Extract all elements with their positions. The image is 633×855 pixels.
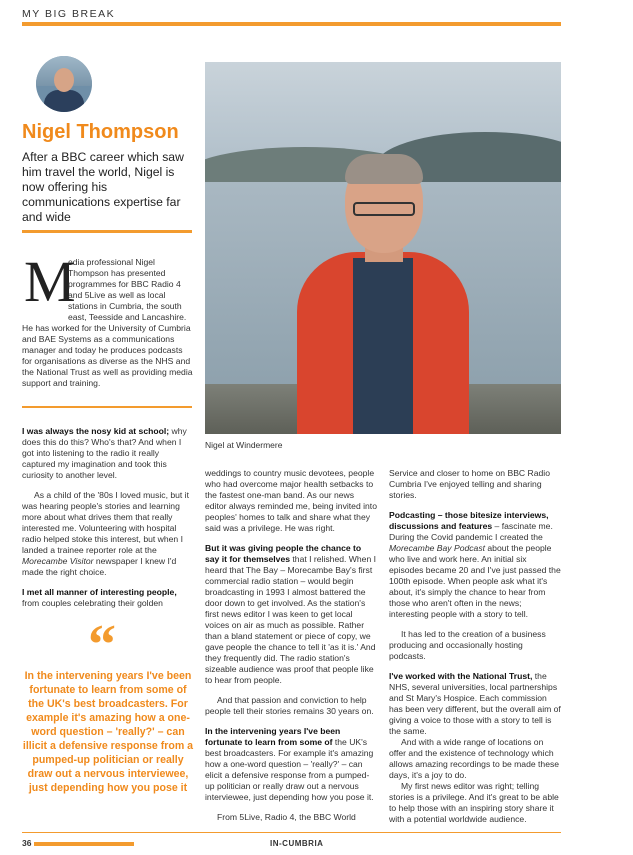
paragraph: Service and closer to home on BBC Radio Cumbria I've enjoyed telling and sharing stories.	[389, 468, 550, 500]
standfirst: After a BBC career which saw him travel the world, Nigel is now offering his communications expertise far and wide	[22, 150, 184, 224]
paragraph-text: from couples celebrating their golden	[22, 598, 163, 608]
footer-accent-bar	[34, 842, 134, 846]
avatar-head	[54, 68, 74, 92]
paragraph: weddings to country music devotees, people who had overcome major health setbacks to the fastest one-man band. As our news editor always reminded me, being invited into peoples' homes to talk and share what they said was a privilege. He was right.	[205, 468, 377, 533]
paragraph: And with a wide range of locations on offer and the existence of technology which allows amazing recordings to be made these days, it's a joy to do.	[389, 737, 560, 780]
intro-rule	[22, 406, 192, 408]
paragraph: From 5Live, Radio 4, the BBC World	[217, 812, 356, 822]
footer-rule	[22, 832, 561, 833]
paragraph: It has led to the creation of a business producing and occasionally hosting podcasts.	[389, 629, 546, 661]
paragraph	[22, 490, 194, 578]
paragraph	[205, 543, 377, 686]
body-column-middle	[205, 468, 377, 823]
paragraph	[22, 587, 194, 609]
paragraph: My first news editor was right; telling stories is a privilege. And it's great to be able to help those with an inspiring story share it with a potential worldwide audience.	[389, 781, 559, 824]
top-rule	[22, 22, 561, 26]
author-avatar	[36, 56, 92, 112]
lead-in: I've worked with the National Trust,	[389, 671, 533, 681]
body-column-left	[22, 426, 194, 618]
paragraph-text: As a child of the '80s I loved music, but it was hearing people's stories and learning more about what drives them that really interested me. Volunteering with hospital radio helped stoke this interest, but when I landed a trainee reporter role at the	[22, 490, 189, 555]
lead-in: I was always the nosy kid at school;	[22, 426, 170, 436]
paragraph-text: – fascinate me. During the Covid pandemic I created the	[389, 521, 553, 542]
portrait-photo	[205, 62, 561, 434]
section-label: MY BIG BREAK	[22, 8, 116, 20]
paragraph	[389, 671, 561, 737]
paragraph: And that passion and conviction to help people tell their stories remains 30 years on.	[205, 695, 374, 716]
photo-shirt	[353, 258, 413, 434]
paragraph-text: that I relished. When I heard that The Bay – Morecambe Bay's first commercial radio station – would begin broadcasting in 1993 I almost battered the door down to get involved. As the station's first news editor I was keen to get local voices on air as much as possible. Rather than a bland statement or piece of copy, we gave people the chance to tell it 'as it is.' And they frequently did. The radio station's sizeable audience was proof that people like to hear from people.	[205, 554, 377, 685]
avatar-body	[44, 90, 84, 112]
podcast-title: Morecambe Bay Podcast	[389, 543, 486, 553]
body-column-right	[389, 468, 561, 825]
profile-name: Nigel Thompson	[22, 121, 179, 143]
paragraph-text: the NHS, several universities, local partnerships and St Mary's Hospice. Each commission has been very different, but the overall aim of giving a voice to those with a story to tell is the same.	[389, 671, 561, 736]
paragraph	[22, 426, 194, 481]
photo-glasses	[353, 202, 415, 216]
publication-name: IN-CUMBRIA	[270, 839, 324, 848]
pull-quote: In the intervening years I've been fortunate to learn from some of the UK's best broadcasters. For example it's amazing how a one-word question – 'really?' – can illicit a defensive response from a pumped-up politician or really draw out a nervous interviewee, just depending how you pose it	[22, 670, 194, 794]
paragraph	[205, 726, 377, 803]
photo-caption: Nigel at Windermere	[205, 440, 283, 450]
standfirst-rule	[22, 230, 192, 233]
paragraph	[389, 510, 561, 620]
paragraph-text: about the people who live and work here. An initial six episodes became 20 and I've just passed the 100th episode. When people ask what it's about, it's simply the chance to hear from those who aren't often in the news; interesting people with a story to tell.	[389, 543, 561, 619]
paragraph-text: why does this do this? Who's that? And when I got into listening to the radio it really captured my imagination and took this curiosity to another level.	[22, 426, 187, 480]
publication-title: Morecambe Visitor	[22, 556, 94, 566]
page-number: 36	[22, 838, 32, 848]
photo-hair	[345, 154, 423, 184]
intro-paragraph	[22, 257, 194, 389]
quote-mark: “	[88, 614, 116, 676]
dropcap-spacer	[22, 257, 68, 319]
paragraph-text: newspaper I knew I'd made the right choice.	[22, 556, 177, 577]
lead-in: I met all manner of interesting people,	[22, 587, 177, 597]
lead-in: But it was giving people the chance to say it for themselves	[205, 543, 362, 564]
lead-in: In the intervening years I've been fortunate to learn from some of	[205, 726, 341, 747]
lead-in: Podcasting – those bitesize interviews, discussions and features	[389, 510, 549, 531]
drop-cap: M	[24, 249, 76, 314]
intro-text: edia professional Nigel Thompson has presented programmes for BBC Radio 4 and 5Live as well as local stations in Cumbria, the south east, Teesside and Lancashire. He has worked for the University of Cumbria and BAE Systems as a communications manager and today he produces podcasts for organisations as diverse as the NHS and the National Trust as well as providing media support and training.	[22, 257, 193, 388]
paragraph-text: the UK's best broadcasters. For example it's amazing how a one-word question – 'really?' – can elicit a defensive response from a pumped-up politician or really draw out a nervous interviewee, just depending how you pose it.	[205, 737, 374, 802]
